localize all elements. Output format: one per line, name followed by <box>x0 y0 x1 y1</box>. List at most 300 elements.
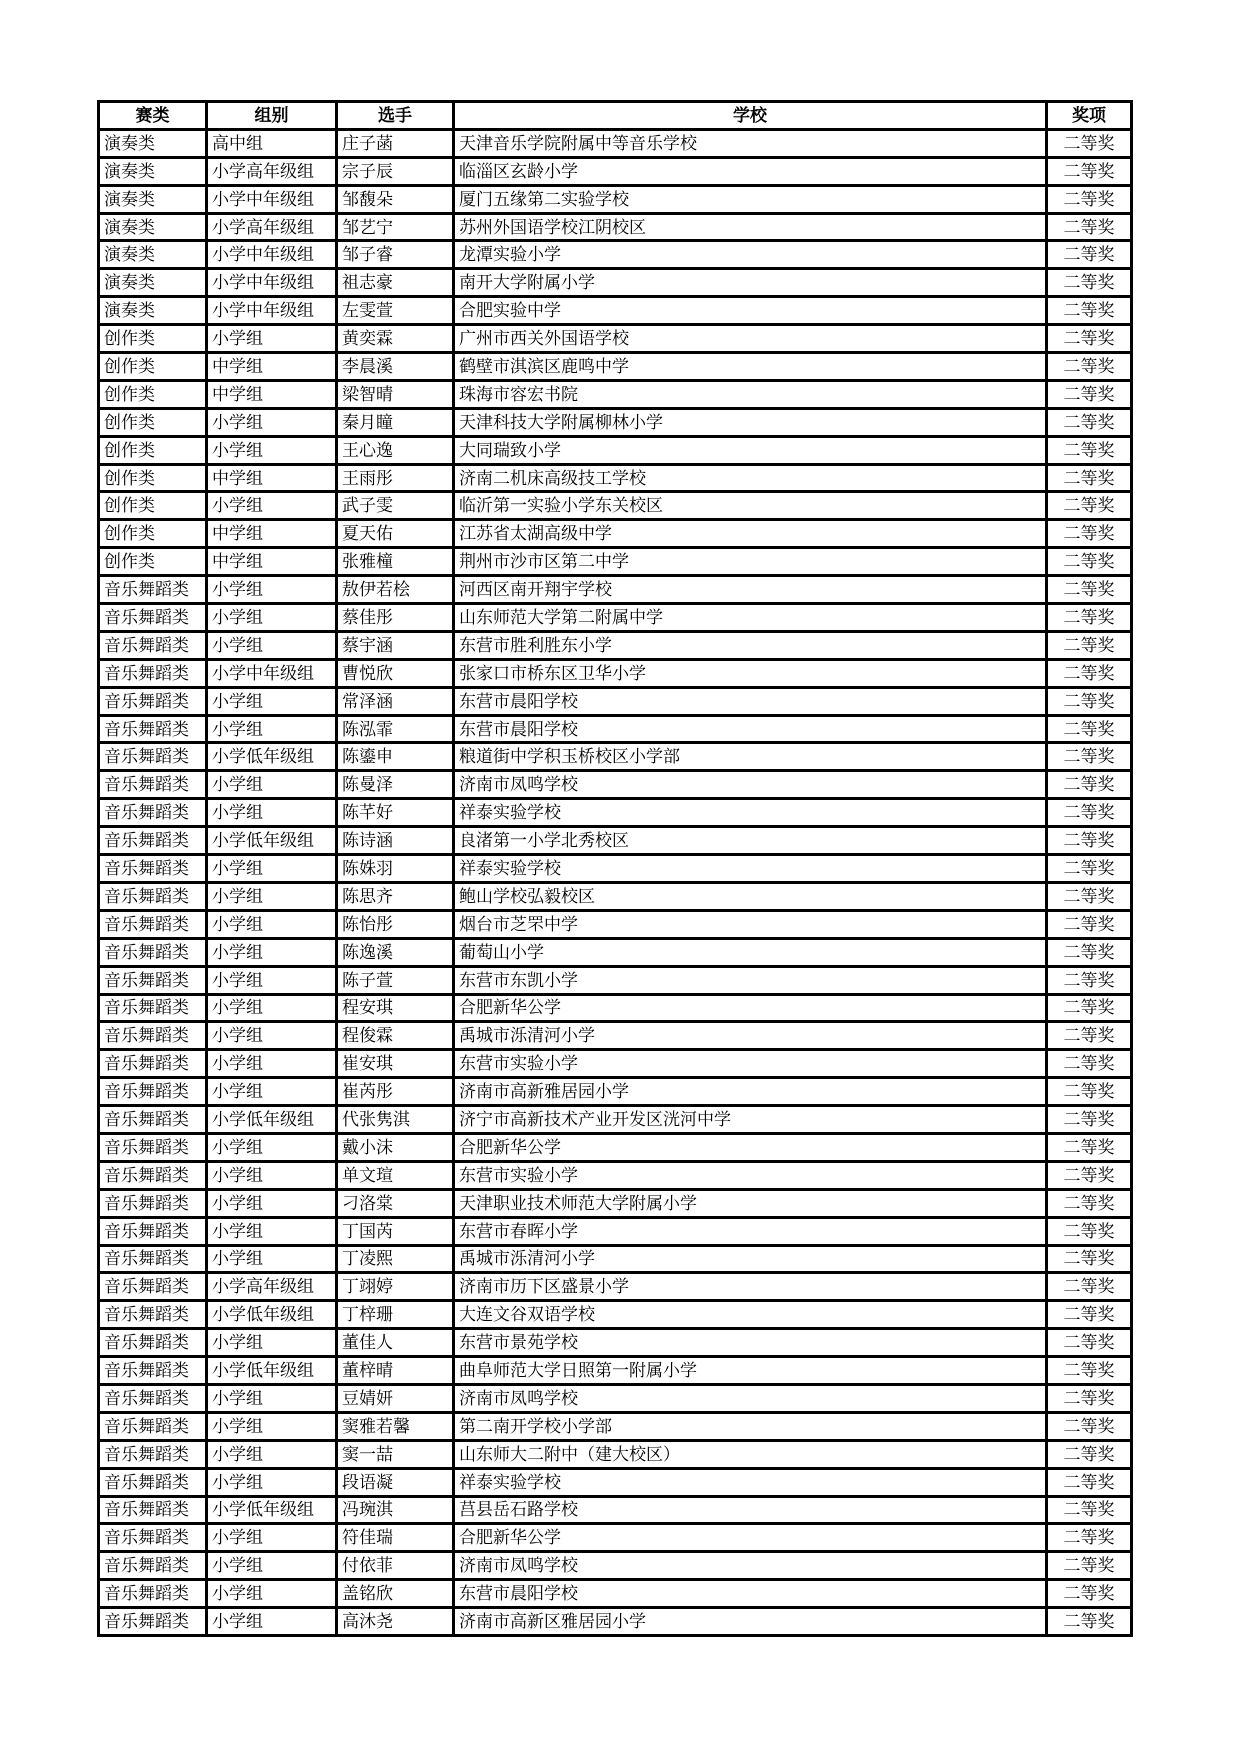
group-cell: 小学组 <box>207 1580 337 1608</box>
table-row <box>99 687 1132 715</box>
column-header-award: 奖项 <box>1047 102 1132 130</box>
group-cell: 小学组 <box>207 1329 337 1357</box>
category-cell: 创作类 <box>99 353 207 381</box>
award-cell: 二等奖 <box>1047 1412 1132 1440</box>
category-cell: 音乐舞蹈类 <box>99 715 207 743</box>
contestant-cell: 夏天佑 <box>337 520 454 548</box>
award-table <box>97 100 1133 1637</box>
group-cell: 中学组 <box>207 520 337 548</box>
contestant-cell: 付依菲 <box>337 1552 454 1580</box>
table-row <box>99 1524 1132 1552</box>
contestant-cell: 左雯萱 <box>337 297 454 325</box>
table-row <box>99 464 1132 492</box>
category-cell: 音乐舞蹈类 <box>99 1384 207 1412</box>
group-cell: 小学中年级组 <box>207 297 337 325</box>
contestant-cell: 丁梓珊 <box>337 1301 454 1329</box>
group-cell: 小学组 <box>207 1245 337 1273</box>
group-cell: 小学中年级组 <box>207 659 337 687</box>
table-row <box>99 1329 1132 1357</box>
school-cell: 合肥实验中学 <box>454 297 1047 325</box>
table-row <box>99 1608 1132 1636</box>
table-row <box>99 213 1132 241</box>
award-cell: 二等奖 <box>1047 157 1132 185</box>
table-row <box>99 380 1132 408</box>
category-cell: 音乐舞蹈类 <box>99 1078 207 1106</box>
category-cell: 音乐舞蹈类 <box>99 1468 207 1496</box>
column-header-category: 赛类 <box>99 102 207 130</box>
award-cell: 二等奖 <box>1047 129 1132 157</box>
table-row <box>99 910 1132 938</box>
contestant-cell: 符佳瑞 <box>337 1524 454 1552</box>
award-cell: 二等奖 <box>1047 1050 1132 1078</box>
award-cell: 二等奖 <box>1047 576 1132 604</box>
award-cell: 二等奖 <box>1047 799 1132 827</box>
school-cell: 祥泰实验学校 <box>454 855 1047 883</box>
table-row <box>99 1050 1132 1078</box>
award-cell: 二等奖 <box>1047 185 1132 213</box>
award-cell: 二等奖 <box>1047 882 1132 910</box>
school-cell: 龙潭实验小学 <box>454 241 1047 269</box>
table-row <box>99 659 1132 687</box>
school-cell: 东营市晨阳学校 <box>454 1580 1047 1608</box>
contestant-cell: 陈芊好 <box>337 799 454 827</box>
table-row <box>99 1273 1132 1301</box>
table-row <box>99 129 1132 157</box>
contestant-cell: 邹子睿 <box>337 241 454 269</box>
contestant-cell: 丁国芮 <box>337 1217 454 1245</box>
table-row <box>99 715 1132 743</box>
school-cell: 第二南开学校小学部 <box>454 1412 1047 1440</box>
contestant-cell: 程俊霖 <box>337 1022 454 1050</box>
contestant-cell: 陈子萱 <box>337 966 454 994</box>
award-cell: 二等奖 <box>1047 715 1132 743</box>
table-row <box>99 1552 1132 1580</box>
group-cell: 小学组 <box>207 910 337 938</box>
contestant-cell: 崔安琪 <box>337 1050 454 1078</box>
table-row <box>99 520 1132 548</box>
table-row <box>99 799 1132 827</box>
group-cell: 小学组 <box>207 1217 337 1245</box>
award-cell: 二等奖 <box>1047 241 1132 269</box>
table-row <box>99 1161 1132 1189</box>
contestant-cell: 冯琬淇 <box>337 1496 454 1524</box>
award-cell: 二等奖 <box>1047 269 1132 297</box>
category-cell: 演奏类 <box>99 241 207 269</box>
group-cell: 小学组 <box>207 1022 337 1050</box>
group-cell: 小学组 <box>207 325 337 353</box>
group-cell: 小学高年级组 <box>207 213 337 241</box>
group-cell: 中学组 <box>207 548 337 576</box>
school-cell: 东营市春晖小学 <box>454 1217 1047 1245</box>
group-cell: 小学组 <box>207 687 337 715</box>
award-cell: 二等奖 <box>1047 1161 1132 1189</box>
category-cell: 音乐舞蹈类 <box>99 1496 207 1524</box>
award-cell: 二等奖 <box>1047 1106 1132 1134</box>
group-cell: 小学组 <box>207 1050 337 1078</box>
contestant-cell: 单文瑄 <box>337 1161 454 1189</box>
category-cell: 演奏类 <box>99 157 207 185</box>
category-cell: 音乐舞蹈类 <box>99 1440 207 1468</box>
category-cell: 音乐舞蹈类 <box>99 855 207 883</box>
category-cell: 音乐舞蹈类 <box>99 604 207 632</box>
table-row <box>99 1384 1132 1412</box>
table-row <box>99 1496 1132 1524</box>
contestant-cell: 代张隽淇 <box>337 1106 454 1134</box>
contestant-cell: 陈思齐 <box>337 882 454 910</box>
contestant-cell: 敖伊若桧 <box>337 576 454 604</box>
category-cell: 创作类 <box>99 492 207 520</box>
award-cell: 二等奖 <box>1047 1384 1132 1412</box>
contestant-cell: 陈曼泽 <box>337 771 454 799</box>
group-cell: 小学组 <box>207 436 337 464</box>
table-row <box>99 1245 1132 1273</box>
contestant-cell: 豆婧妍 <box>337 1384 454 1412</box>
award-cell: 二等奖 <box>1047 1329 1132 1357</box>
category-cell: 演奏类 <box>99 269 207 297</box>
table-row <box>99 1580 1132 1608</box>
school-cell: 天津职业技术师范大学附属小学 <box>454 1189 1047 1217</box>
category-cell: 演奏类 <box>99 297 207 325</box>
category-cell: 创作类 <box>99 408 207 436</box>
award-cell: 二等奖 <box>1047 464 1132 492</box>
award-cell: 二等奖 <box>1047 855 1132 883</box>
award-cell: 二等奖 <box>1047 771 1132 799</box>
category-cell: 创作类 <box>99 548 207 576</box>
award-cell: 二等奖 <box>1047 492 1132 520</box>
contestant-cell: 窦雅若馨 <box>337 1412 454 1440</box>
school-cell: 临淄区玄龄小学 <box>454 157 1047 185</box>
category-cell: 创作类 <box>99 380 207 408</box>
school-cell: 合肥新华公学 <box>454 1133 1047 1161</box>
school-cell: 曲阜师范大学日照第一附属小学 <box>454 1357 1047 1385</box>
column-header-group: 组别 <box>207 102 337 130</box>
contestant-cell: 陈诗涵 <box>337 827 454 855</box>
category-cell: 音乐舞蹈类 <box>99 1022 207 1050</box>
group-cell: 小学高年级组 <box>207 157 337 185</box>
table-row <box>99 1189 1132 1217</box>
contestant-cell: 崔芮彤 <box>337 1078 454 1106</box>
award-cell: 二等奖 <box>1047 408 1132 436</box>
award-cell: 二等奖 <box>1047 1301 1132 1329</box>
category-cell: 音乐舞蹈类 <box>99 1106 207 1134</box>
award-cell: 二等奖 <box>1047 1440 1132 1468</box>
table-row <box>99 938 1132 966</box>
table-row <box>99 882 1132 910</box>
school-cell: 济宁市高新技术产业开发区洸河中学 <box>454 1106 1047 1134</box>
group-cell: 小学组 <box>207 1552 337 1580</box>
category-cell: 音乐舞蹈类 <box>99 771 207 799</box>
group-cell: 小学组 <box>207 408 337 436</box>
table-row <box>99 1133 1132 1161</box>
school-cell: 济南二机床高级技工学校 <box>454 464 1047 492</box>
category-cell: 音乐舞蹈类 <box>99 1133 207 1161</box>
category-cell: 音乐舞蹈类 <box>99 1524 207 1552</box>
award-cell: 二等奖 <box>1047 436 1132 464</box>
award-cell: 二等奖 <box>1047 1357 1132 1385</box>
award-cell: 二等奖 <box>1047 659 1132 687</box>
table-row <box>99 994 1132 1022</box>
contestant-cell: 陈鎏申 <box>337 743 454 771</box>
group-cell: 小学组 <box>207 576 337 604</box>
award-cell: 二等奖 <box>1047 1552 1132 1580</box>
table-row <box>99 1022 1132 1050</box>
contestant-cell: 常泽涵 <box>337 687 454 715</box>
table-row <box>99 157 1132 185</box>
contestant-cell: 丁凌熙 <box>337 1245 454 1273</box>
group-cell: 小学组 <box>207 855 337 883</box>
category-cell: 音乐舞蹈类 <box>99 1329 207 1357</box>
contestant-cell: 戴小沫 <box>337 1133 454 1161</box>
contestant-cell: 王雨彤 <box>337 464 454 492</box>
school-cell: 广州市西关外国语学校 <box>454 325 1047 353</box>
contestant-cell: 陈逸溪 <box>337 938 454 966</box>
category-cell: 演奏类 <box>99 185 207 213</box>
school-cell: 禹城市泺清河小学 <box>454 1245 1047 1273</box>
school-cell: 张家口市桥东区卫华小学 <box>454 659 1047 687</box>
contestant-cell: 陈姝羽 <box>337 855 454 883</box>
school-cell: 东营市景苑学校 <box>454 1329 1047 1357</box>
award-cell: 二等奖 <box>1047 1133 1132 1161</box>
award-cell: 二等奖 <box>1047 1273 1132 1301</box>
school-cell: 荆州市沙市区第二中学 <box>454 548 1047 576</box>
school-cell: 葡萄山小学 <box>454 938 1047 966</box>
award-cell: 二等奖 <box>1047 1524 1132 1552</box>
group-cell: 小学组 <box>207 1189 337 1217</box>
school-cell: 厦门五缘第二实验学校 <box>454 185 1047 213</box>
school-cell: 大连文谷双语学校 <box>454 1301 1047 1329</box>
award-cell: 二等奖 <box>1047 687 1132 715</box>
group-cell: 高中组 <box>207 129 337 157</box>
contestant-cell: 李晨溪 <box>337 353 454 381</box>
group-cell: 小学低年级组 <box>207 1496 337 1524</box>
contestant-cell: 邹艺宁 <box>337 213 454 241</box>
contestant-cell: 程安琪 <box>337 994 454 1022</box>
contestant-cell: 高沐尧 <box>337 1608 454 1636</box>
award-cell: 二等奖 <box>1047 1608 1132 1636</box>
school-cell: 临沂第一实验小学东关校区 <box>454 492 1047 520</box>
school-cell: 合肥新华公学 <box>454 994 1047 1022</box>
award-cell: 二等奖 <box>1047 213 1132 241</box>
award-cell: 二等奖 <box>1047 1468 1132 1496</box>
table-row <box>99 1440 1132 1468</box>
school-cell: 鲍山学校弘毅校区 <box>454 882 1047 910</box>
category-cell: 音乐舞蹈类 <box>99 687 207 715</box>
category-cell: 音乐舞蹈类 <box>99 966 207 994</box>
school-cell: 合肥新华公学 <box>454 1524 1047 1552</box>
category-cell: 音乐舞蹈类 <box>99 743 207 771</box>
award-cell: 二等奖 <box>1047 548 1132 576</box>
school-cell: 山东师大二附中（建大校区） <box>454 1440 1047 1468</box>
category-cell: 音乐舞蹈类 <box>99 938 207 966</box>
category-cell: 音乐舞蹈类 <box>99 1580 207 1608</box>
category-cell: 音乐舞蹈类 <box>99 1552 207 1580</box>
category-cell: 音乐舞蹈类 <box>99 994 207 1022</box>
contestant-cell: 陈泓霏 <box>337 715 454 743</box>
contestant-cell: 蔡宇涵 <box>337 631 454 659</box>
table-row <box>99 576 1132 604</box>
table-row <box>99 548 1132 576</box>
table-row <box>99 827 1132 855</box>
award-cell: 二等奖 <box>1047 966 1132 994</box>
school-cell: 祥泰实验学校 <box>454 799 1047 827</box>
category-cell: 创作类 <box>99 520 207 548</box>
contestant-cell: 董梓晴 <box>337 1357 454 1385</box>
contestant-cell: 陈怡彤 <box>337 910 454 938</box>
table-row <box>99 269 1132 297</box>
category-cell: 音乐舞蹈类 <box>99 910 207 938</box>
award-cell: 二等奖 <box>1047 520 1132 548</box>
group-cell: 小学组 <box>207 1608 337 1636</box>
contestant-cell: 秦月瞳 <box>337 408 454 436</box>
table-row <box>99 185 1132 213</box>
group-cell: 小学低年级组 <box>207 1357 337 1385</box>
category-cell: 音乐舞蹈类 <box>99 827 207 855</box>
contestant-cell: 董佳人 <box>337 1329 454 1357</box>
table-row <box>99 604 1132 632</box>
category-cell: 创作类 <box>99 464 207 492</box>
group-cell: 小学组 <box>207 1133 337 1161</box>
table-row <box>99 771 1132 799</box>
school-cell: 济南市高新雅居园小学 <box>454 1078 1047 1106</box>
contestant-cell: 丁翊婷 <box>337 1273 454 1301</box>
school-cell: 济南市高新区雅居园小学 <box>454 1608 1047 1636</box>
group-cell: 小学组 <box>207 1468 337 1496</box>
school-cell: 河西区南开翔宇学校 <box>454 576 1047 604</box>
award-cell: 二等奖 <box>1047 938 1132 966</box>
school-cell: 南开大学附属小学 <box>454 269 1047 297</box>
group-cell: 小学低年级组 <box>207 827 337 855</box>
table-row <box>99 1217 1132 1245</box>
category-cell: 创作类 <box>99 325 207 353</box>
group-cell: 小学组 <box>207 799 337 827</box>
award-cell: 二等奖 <box>1047 1580 1132 1608</box>
group-cell: 小学组 <box>207 1524 337 1552</box>
school-cell: 良渚第一小学北秀校区 <box>454 827 1047 855</box>
category-cell: 音乐舞蹈类 <box>99 799 207 827</box>
category-cell: 音乐舞蹈类 <box>99 1301 207 1329</box>
category-cell: 音乐舞蹈类 <box>99 882 207 910</box>
group-cell: 小学中年级组 <box>207 241 337 269</box>
table-row <box>99 1412 1132 1440</box>
group-cell: 小学组 <box>207 994 337 1022</box>
category-cell: 音乐舞蹈类 <box>99 631 207 659</box>
category-cell: 演奏类 <box>99 129 207 157</box>
category-cell: 音乐舞蹈类 <box>99 1050 207 1078</box>
table-row <box>99 1301 1132 1329</box>
school-cell: 东营市实验小学 <box>454 1161 1047 1189</box>
award-cell: 二等奖 <box>1047 743 1132 771</box>
award-cell: 二等奖 <box>1047 1189 1132 1217</box>
category-cell: 音乐舞蹈类 <box>99 1273 207 1301</box>
header-row <box>99 102 1132 130</box>
group-cell: 小学低年级组 <box>207 1106 337 1134</box>
category-cell: 音乐舞蹈类 <box>99 1217 207 1245</box>
category-cell: 创作类 <box>99 436 207 464</box>
column-header-school: 学校 <box>454 102 1047 130</box>
category-cell: 音乐舞蹈类 <box>99 1161 207 1189</box>
table-row <box>99 1468 1132 1496</box>
group-cell: 小学组 <box>207 882 337 910</box>
group-cell: 小学组 <box>207 1440 337 1468</box>
award-cell: 二等奖 <box>1047 1022 1132 1050</box>
table-row <box>99 1357 1132 1385</box>
contestant-cell: 刁洛棠 <box>337 1189 454 1217</box>
award-cell: 二等奖 <box>1047 380 1132 408</box>
category-cell: 演奏类 <box>99 213 207 241</box>
group-cell: 小学低年级组 <box>207 1301 337 1329</box>
group-cell: 小学组 <box>207 1078 337 1106</box>
award-cell: 二等奖 <box>1047 994 1132 1022</box>
contestant-cell: 曹悦欣 <box>337 659 454 687</box>
group-cell: 中学组 <box>207 464 337 492</box>
contestant-cell: 蔡佳彤 <box>337 604 454 632</box>
award-cell: 二等奖 <box>1047 604 1132 632</box>
school-cell: 江苏省太湖高级中学 <box>454 520 1047 548</box>
table-row <box>99 966 1132 994</box>
table-row <box>99 492 1132 520</box>
group-cell: 小学高年级组 <box>207 1273 337 1301</box>
contestant-cell: 段语凝 <box>337 1468 454 1496</box>
contestant-cell: 梁智晴 <box>337 380 454 408</box>
award-cell: 二等奖 <box>1047 1245 1132 1273</box>
category-cell: 音乐舞蹈类 <box>99 576 207 604</box>
group-cell: 小学组 <box>207 1384 337 1412</box>
group-cell: 小学中年级组 <box>207 185 337 213</box>
category-cell: 音乐舞蹈类 <box>99 1608 207 1636</box>
school-cell: 济南市凤鸣学校 <box>454 771 1047 799</box>
table-row <box>99 297 1132 325</box>
table-row <box>99 631 1132 659</box>
table-row <box>99 325 1132 353</box>
table-row <box>99 408 1132 436</box>
category-cell: 音乐舞蹈类 <box>99 1189 207 1217</box>
school-cell: 济南市历下区盛景小学 <box>454 1273 1047 1301</box>
group-cell: 小学组 <box>207 715 337 743</box>
school-cell: 苏州外国语学校江阴校区 <box>454 213 1047 241</box>
award-cell: 二等奖 <box>1047 297 1132 325</box>
contestant-cell: 窦一喆 <box>337 1440 454 1468</box>
award-cell: 二等奖 <box>1047 353 1132 381</box>
contestant-cell: 张雅橦 <box>337 548 454 576</box>
school-cell: 鹤壁市淇滨区鹿鸣中学 <box>454 353 1047 381</box>
table-row <box>99 436 1132 464</box>
group-cell: 小学低年级组 <box>207 743 337 771</box>
school-cell: 东营市实验小学 <box>454 1050 1047 1078</box>
school-cell: 禹城市泺清河小学 <box>454 1022 1047 1050</box>
school-cell: 珠海市容宏书院 <box>454 380 1047 408</box>
award-cell: 二等奖 <box>1047 1217 1132 1245</box>
award-table-body <box>99 129 1132 1635</box>
group-cell: 小学组 <box>207 1161 337 1189</box>
award-cell: 二等奖 <box>1047 1496 1132 1524</box>
group-cell: 小学组 <box>207 938 337 966</box>
table-row <box>99 1078 1132 1106</box>
group-cell: 小学组 <box>207 771 337 799</box>
award-cell: 二等奖 <box>1047 325 1132 353</box>
contestant-cell: 盖铭欣 <box>337 1580 454 1608</box>
group-cell: 小学组 <box>207 604 337 632</box>
school-cell: 粮道街中学积玉桥校区小学部 <box>454 743 1047 771</box>
group-cell: 小学组 <box>207 966 337 994</box>
group-cell: 小学组 <box>207 631 337 659</box>
school-cell: 山东师范大学第二附属中学 <box>454 604 1047 632</box>
contestant-cell: 王心逸 <box>337 436 454 464</box>
school-cell: 济南市凤鸣学校 <box>454 1552 1047 1580</box>
category-cell: 音乐舞蹈类 <box>99 1412 207 1440</box>
school-cell: 东营市晨阳学校 <box>454 715 1047 743</box>
table-header <box>99 102 1132 130</box>
school-cell: 天津音乐学院附属中等音乐学校 <box>454 129 1047 157</box>
